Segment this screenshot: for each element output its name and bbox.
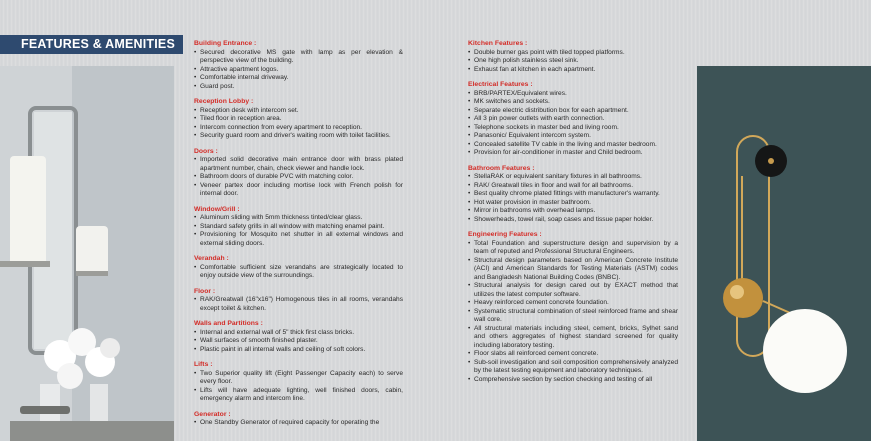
feature-item: • Standard safety grills in all window with matching enamel paint.: [194, 223, 403, 232]
feature-item: • Guard post.: [194, 83, 403, 92]
feature-item: • Intercom connection from every apartment to reception.: [194, 124, 403, 133]
feature-item: • Comfortable sufficient size verandahs are strategically located to enjoy outside view of the surroundings.: [194, 264, 403, 281]
feature-section: [194, 361, 403, 404]
page-title: FEATURES & AMENITIES: [0, 35, 183, 54]
feature-item: • All structural materials including steel, cement, bricks, Sylhet sand and others aggregates of highest standard screened for quality including laboratory testing.: [468, 325, 678, 351]
feature-item: • Veneer partex door including mortise lock with French polish for internal door.: [194, 182, 403, 199]
feature-item: • Provisioning for Mosquito net shutter in all external windows and external sliding doors.: [194, 231, 403, 248]
feature-section: [194, 40, 403, 91]
feature-item: • Attractive apartment logos.: [194, 66, 403, 75]
feature-item: • Mirror in bathrooms with overhead lamps.: [468, 207, 678, 216]
feature-item: • Separate electric distribution box for each apartment.: [468, 107, 678, 116]
feature-item: • Double burner gas point with tiled topped platforms.: [468, 49, 678, 58]
feature-section: [194, 206, 403, 249]
feature-item: • Security guard room and driver's waiting room with toilet facilities.: [194, 132, 403, 141]
section-title: Electrical Features :: [468, 81, 533, 88]
section-title: Floor :: [194, 287, 216, 295]
bathroom-illustration: [0, 66, 174, 441]
feature-item: • Two Superior quality lift (Eight Passenger Capacity each) to serve every floor.: [194, 370, 403, 387]
feature-item: • BRB/PARTEX/Equivalent wires.: [468, 90, 678, 99]
feature-item: • Aluminum sliding with 5mm thickness tinted/clear glass.: [194, 214, 403, 223]
feature-section: [194, 288, 403, 314]
feature-item: • Lifts will have adequate lighting, well finished doors, cabin, emergency alarm and intercom line.: [194, 387, 403, 404]
feature-section: [194, 148, 403, 199]
feature-item: • RAK/ Greatwall tiles in floor and wall for all bathrooms.: [468, 182, 678, 191]
wall-lamp-illustration: [697, 66, 871, 441]
features-column-right: [468, 40, 678, 391]
feature-item: • Secured decorative MS gate with lamp as per elevation & perspective view of the building.: [194, 49, 403, 66]
feature-item: • Plastic paint in all internal walls and ceiling of soft colors.: [194, 346, 403, 355]
section-title: Doors :: [194, 147, 218, 155]
feature-section: [468, 81, 678, 158]
feature-item: • RAK/Greatwall (16"x16") Homogenous tiles in all rooms, verandahs except toilet & kitchen.: [194, 296, 403, 313]
feature-item: • Best quality chrome plated fittings with manufacturer's warranty.: [468, 190, 678, 199]
feature-item: • Comfortable internal driveway.: [194, 74, 403, 83]
feature-item: • Floor slabs all reinforced cement concrete.: [468, 350, 678, 359]
feature-section: [194, 411, 403, 428]
feature-item: • Tiled floor in reception area.: [194, 115, 403, 124]
feature-item: • Imported solid decorative main entrance door with brass plated apartment number, chain, check viewer and handle lock.: [194, 156, 403, 173]
feature-item: • Reception desk with intercom set.: [194, 107, 403, 116]
feature-section: [194, 255, 403, 281]
section-title: Window/Grill :: [194, 205, 240, 213]
feature-item: • Wall surfaces of smooth finished plaster.: [194, 337, 403, 346]
feature-item: • One Standby Generator of required capacity for operating the: [194, 419, 403, 428]
feature-item: • StellaRAK or equivalent sanitary fixtures in all bathrooms.: [468, 173, 678, 182]
feature-item: • One high polish stainless steel sink.: [468, 57, 678, 66]
section-title: Building Entrance :: [194, 40, 257, 47]
feature-item: • All 3 pin power outlets with earth connection.: [468, 115, 678, 124]
feature-section: [468, 231, 678, 384]
features-column-left: [194, 40, 403, 435]
feature-section: [194, 320, 403, 354]
bathroom-photo: [0, 66, 174, 441]
feature-item: • Telephone sockets in master bed and living room.: [468, 124, 678, 133]
feature-item: • Systematic structural combination of steel reinforced frame and shear wall core.: [468, 308, 678, 325]
feature-item: • Structural analysis for design cared out by EXACT method that utilizes the latest computer software.: [468, 282, 678, 299]
feature-item: • Showerheads, towel rail, soap cases and tissue paper holder.: [468, 216, 678, 225]
feature-section: [468, 40, 678, 74]
feature-item: • Hot water provision in master bathroom.: [468, 199, 678, 208]
feature-item: • Internal and external wall of 5" thick first class bricks.: [194, 329, 403, 338]
feature-item: • Comprehensive section by section checking and testing of all: [468, 376, 678, 385]
feature-item: • Sub-soil investigation and soil composition comprehensively analyzed by the latest testing equipment and laboratory techniques.: [468, 359, 678, 376]
feature-item: • Panasonic/ Equivalent intercom system.: [468, 132, 678, 141]
section-title: Engineering Features :: [468, 231, 542, 238]
feature-item: • Total Foundation and superstructure design and supervision by a team of reputed and Professional Structural Engineers.: [468, 240, 678, 257]
feature-item: • Provision for air-conditioner in master and Child bedroom.: [468, 149, 678, 158]
feature-item: • Structural design parameters based on American Concrete Institute (ACI) and American Standards for Testing Materials (ASTM) codes and Bangladesh National Building Codes (BNBC).: [468, 257, 678, 283]
section-title: Generator :: [194, 410, 231, 418]
lamp-photo: [697, 66, 871, 441]
section-title: Bathroom Features :: [468, 164, 535, 172]
section-title: Reception Lobby :: [194, 98, 254, 105]
feature-section: [194, 98, 403, 141]
feature-item: • Bathroom doors of durable PVC with matching color.: [194, 173, 403, 182]
feature-item: • MK switches and sockets.: [468, 98, 678, 107]
feature-item: • Heavy reinforced cement concrete foundation.: [468, 299, 678, 308]
section-title: Walls and Partitions :: [194, 320, 263, 327]
feature-item: • Exhaust fan at kitchen in each apartment.: [468, 66, 678, 75]
feature-section: [468, 165, 678, 225]
section-title: Kitchen Features :: [468, 40, 528, 47]
section-title: Lifts :: [194, 361, 213, 368]
section-title: Verandah :: [194, 255, 229, 262]
feature-item: • Concealed satellite TV cable in the living and master bedroom.: [468, 141, 678, 150]
